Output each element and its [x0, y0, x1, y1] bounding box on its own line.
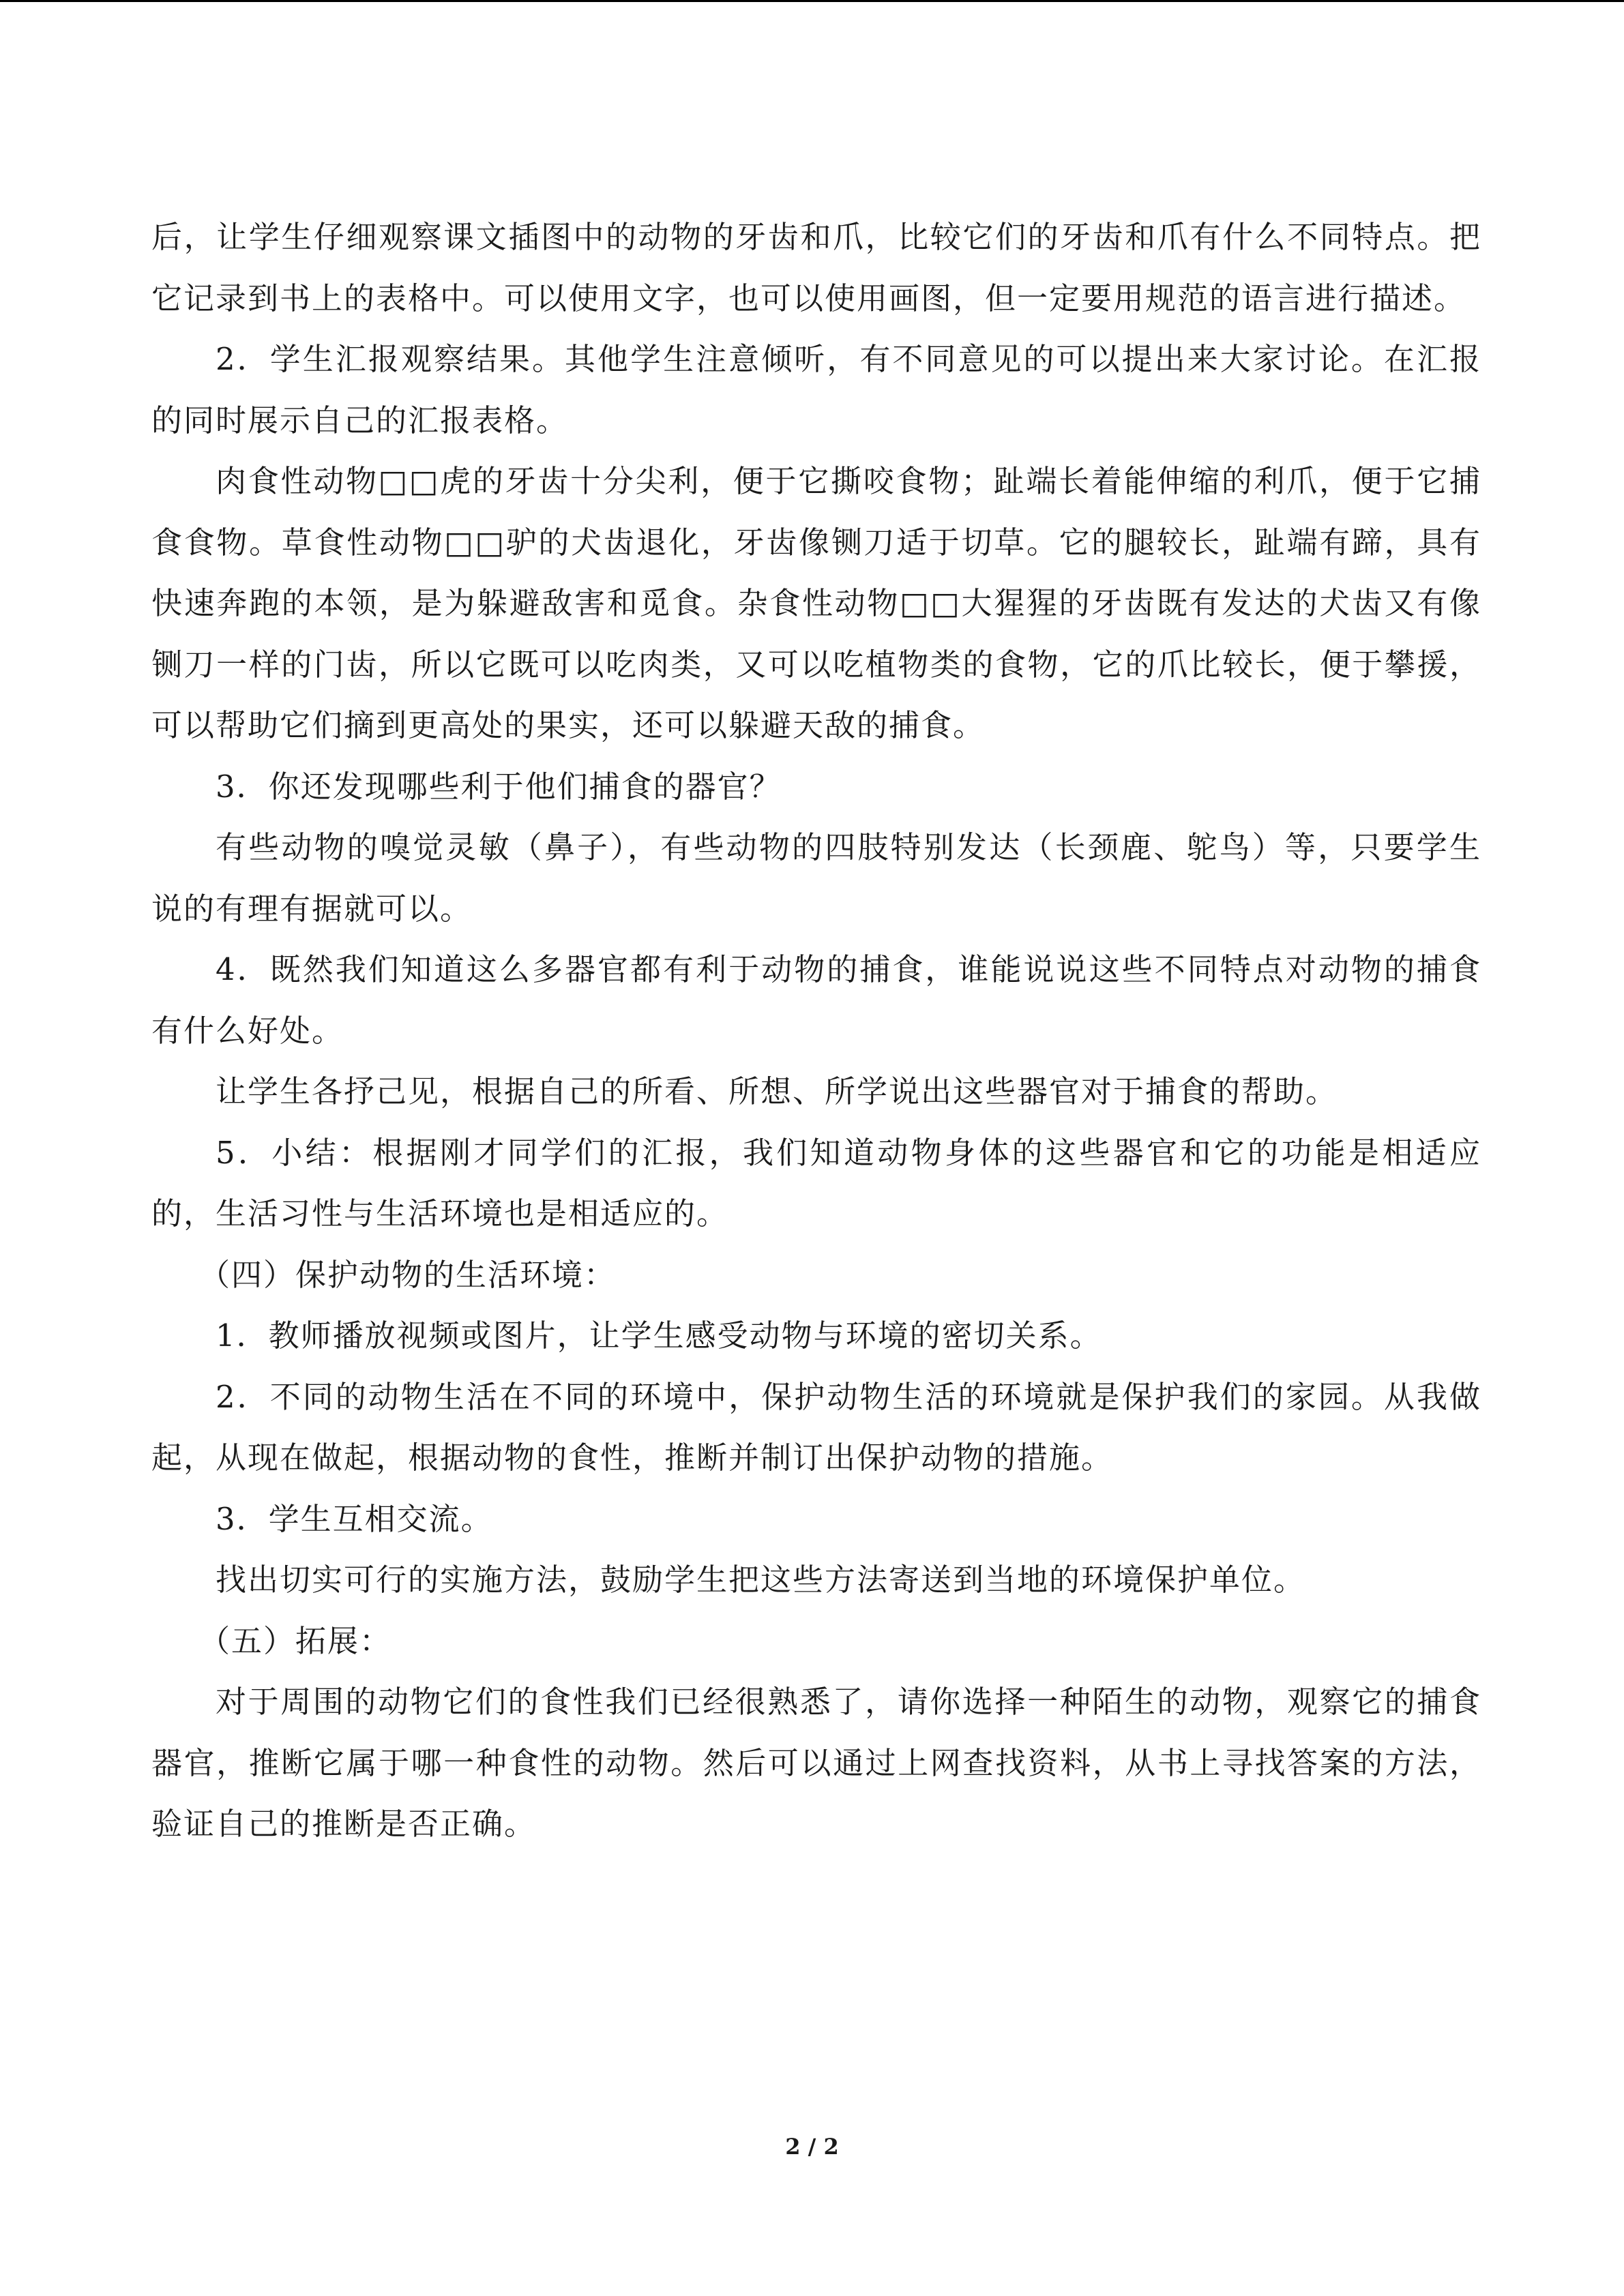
paragraph-step-2: 2．学生汇报观察结果。其他学生注意倾听，有不同意见的可以提出来大家讨论。在汇报的同时展示自己的汇报表格。 [151, 341, 1481, 438]
paragraph-step-3: 3．你还发现哪些利于他们捕食的器官？ [216, 768, 782, 805]
paragraph-step-5-summary: 5．小结：根据刚才同学们的汇报，我们知道动物身体的这些器官和它的功能是相适应的，生活习性与生活环境也是相适应的。 [151, 1134, 1481, 1232]
paragraph-section4-step-1: 1．教师播放视频或图片，让学生感受动物与环境的密切关系。 [216, 1317, 1102, 1354]
paragraph-step-4: 4．既然我们知道这么多器官都有利于动物的捕食，谁能说说这些不同特点对动物的捕食有什么好处。 [151, 951, 1481, 1049]
paragraph-animal-comparison: 肉食性动物□□虎的牙齿十分尖利，便于它撕咬食物；趾端长着能伸缩的利爪，便于它捕食食物。草食性动物□□驴的犬齿退化，牙齿像铡刀适于切草。它的腿较长，趾端有蹄，具有快速奔跑的本领，是为躲避敌害和觅食。杂食性动物□□大猩猩的牙齿既有发达的犬齿又有像铡刀一样的门齿，所以它既可以吃肉类，又可以吃植物类的食物，它的爪比较长，便于攀援，可以帮助它们摘到更高处的果实，还可以躲避天敌的捕食。 [151, 463, 1481, 743]
paragraph-student-opinions: 让学生各抒己见，根据自己的所看、所想、所学说出这些器官对于捕食的帮助。 [216, 1073, 1338, 1109]
page-number: 2 / 2 [785, 2134, 839, 2160]
paragraph-extension: 对于周围的动物它们的食性我们已经很熟悉了，请你选择一种陌生的动物，观察它的捕食器官，推断它属于哪一种食性的动物。然后可以通过上网查找资料，从书上寻找答案的方法，验证自己的推断是否正确。 [151, 1684, 1481, 1842]
section-heading-4: （四）保护动物的生活环境： [199, 1256, 617, 1293]
document-body [151, 207, 1481, 1855]
paragraph-implementation: 找出切实可行的实施方法，鼓励学生把这些方法寄送到当地的环境保护单位。 [216, 1562, 1306, 1598]
paragraph-section4-step-2: 2．不同的动物生活在不同的环境中，保护动物生活的环境就是保护我们的家园。从我做起，从现在做起，根据动物的食性，推断并制订出保护动物的措施。 [151, 1378, 1481, 1476]
section-heading-5: （五）拓展： [199, 1622, 392, 1659]
paragraph-section4-step-3: 3．学生互相交流。 [216, 1500, 493, 1537]
top-border-line [0, 0, 1624, 2]
paragraph-other-organs: 有些动物的嗅觉灵敏（鼻子），有些动物的四肢特别发达（长颈鹿、鸵鸟）等，只要学生说的有理有据就可以。 [151, 829, 1481, 927]
paragraph-continuation: 后，让学生仔细观察课文插图中的动物的牙齿和爪，比较它们的牙齿和爪有什么不同特点。把它记录到书上的表格中。可以使用文字，也可以使用画图，但一定要用规范的语言进行描述。 [151, 219, 1481, 316]
